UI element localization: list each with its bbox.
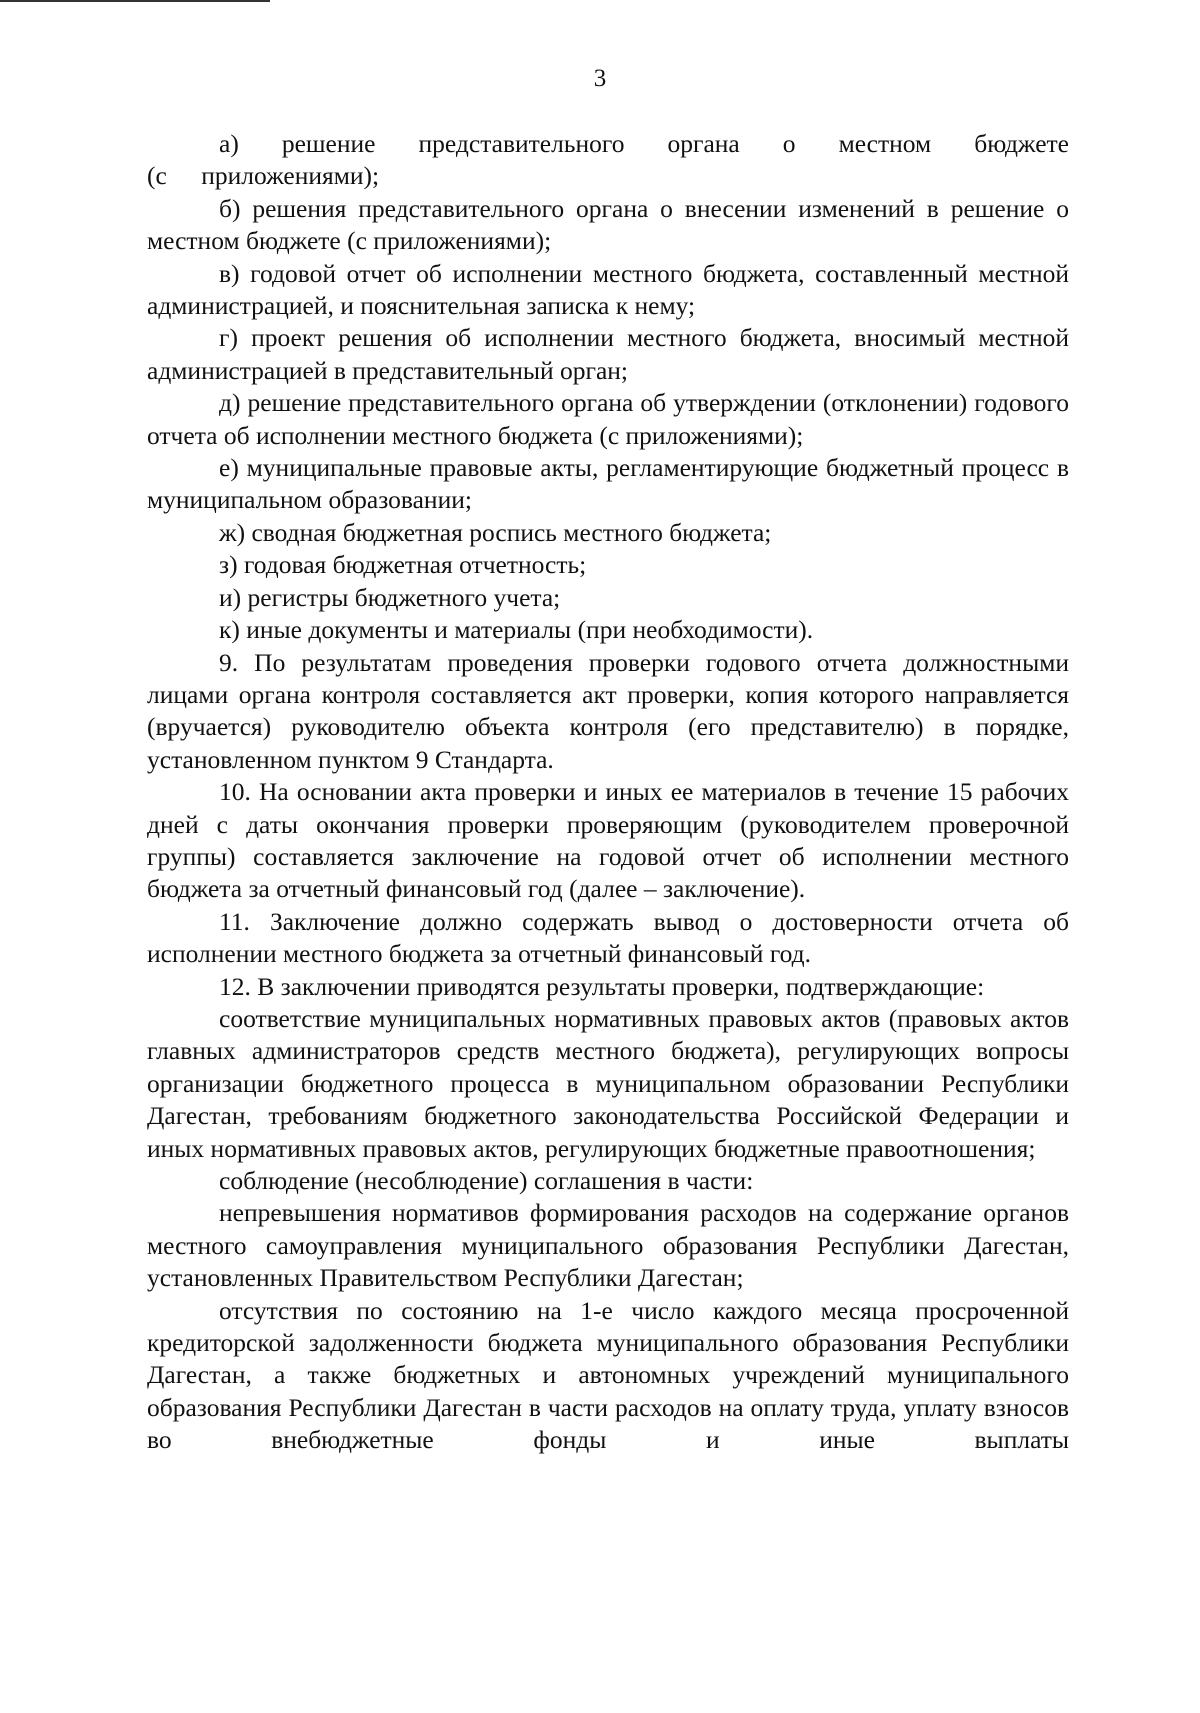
document-body [147,128,1069,1457]
paragraph-11: 11. Заключение должно содержать вывод о достоверности отчета об исполнении местного бюджета за отчетный финансовый год. [147,906,1069,969]
paragraph-12-arrears: отсутствия по состоянию на 1-е число каждого месяца просроченной кредиторской задолженности бюджета муниципального образования Республики Дагестан, а также бюджетных и автономных учреждений муниципального образования Республики Дагестан в части расходов на оплату труда, уплату взносов во внебюджетные фонды и иные выплаты [147,1295,1069,1455]
paragraph-item-v: в) годовой отчет об исполнении местного бюджета, составленный местной администрацией, и пояснительная записка к нему; [147,258,1069,321]
paragraph-12-agreement: соблюдение (несоблюдение) соглашения в части: [219,1166,754,1195]
paragraph-12-compliance: соответствие муниципальных нормативных правовых актов (правовых актов главных администраторов средств местного бюджета), регулирующих вопросы организации бюджетного процесса в муниципальном образовании Республики Дагестан, требованиям бюджетного законодательства Российской Федерации и иных нормативных правовых актов, регулирующих бюджетные правоотношения; [147,1003,1069,1163]
paragraph-item-b: б) решения представительного органа о внесении изменений в решение о местном бюджете (с приложениями); [147,193,1069,256]
paragraph-9: 9. По результатам проведения проверки годового отчета должностными лицами органа контроля составляется акт проверки, копия которого направляется (вручается) руководителю объекта контроля (его представителю) в порядке, установленном пунктом 9 Стандарта. [147,647,1069,774]
paragraph-12: 12. В заключении приводятся результаты проверки, подтверждающие: [219,971,985,1001]
paragraph-item-z: з) годовая бюджетная отчетность; [219,550,587,580]
paragraph-item-d: д) решение представительного органа об утверждении (отклонении) годового отчета об исполнении местного бюджета (с приложениями); [147,388,1069,450]
paragraph-item-g: г) проект решения об исполнении местного бюджета, вносимый местной администрацией в представительный орган; [147,323,1069,385]
paragraph-item-k: к) иные документы и материалы (при необходимости). [219,615,814,645]
page-number: 3 [593,65,607,92]
paragraph-10: 10. На основании акта проверки и иных ее материалов в течение 15 рабочих дней с даты окончания проверки проверяющим (руководителем проверочной группы) составляется заключение на годовой отчет об исполнении местного бюджета за отчетный финансовый год (далее – заключение). [147,777,1069,904]
paragraph-item-i: и) регистры бюджетного учета; [219,582,561,612]
paragraph-item-e: е) муниципальные правовые акты, регламентирующие бюджетный процесс в муниципальном образовании; [147,453,1069,515]
paragraph-item-zh: ж) сводная бюджетная роспись местного бюджета; [219,517,772,547]
paragraph-12-norms: непревышения нормативов формирования расходов на содержание органов местного самоуправления муниципального образования Республики Дагестан, установленных Правительством Республики Дагестан; [147,1198,1069,1293]
scan-border-line [0,0,270,2]
paragraph-item-a: а) решение представительного органа о местном бюджете (с приложениями); [147,129,1069,191]
